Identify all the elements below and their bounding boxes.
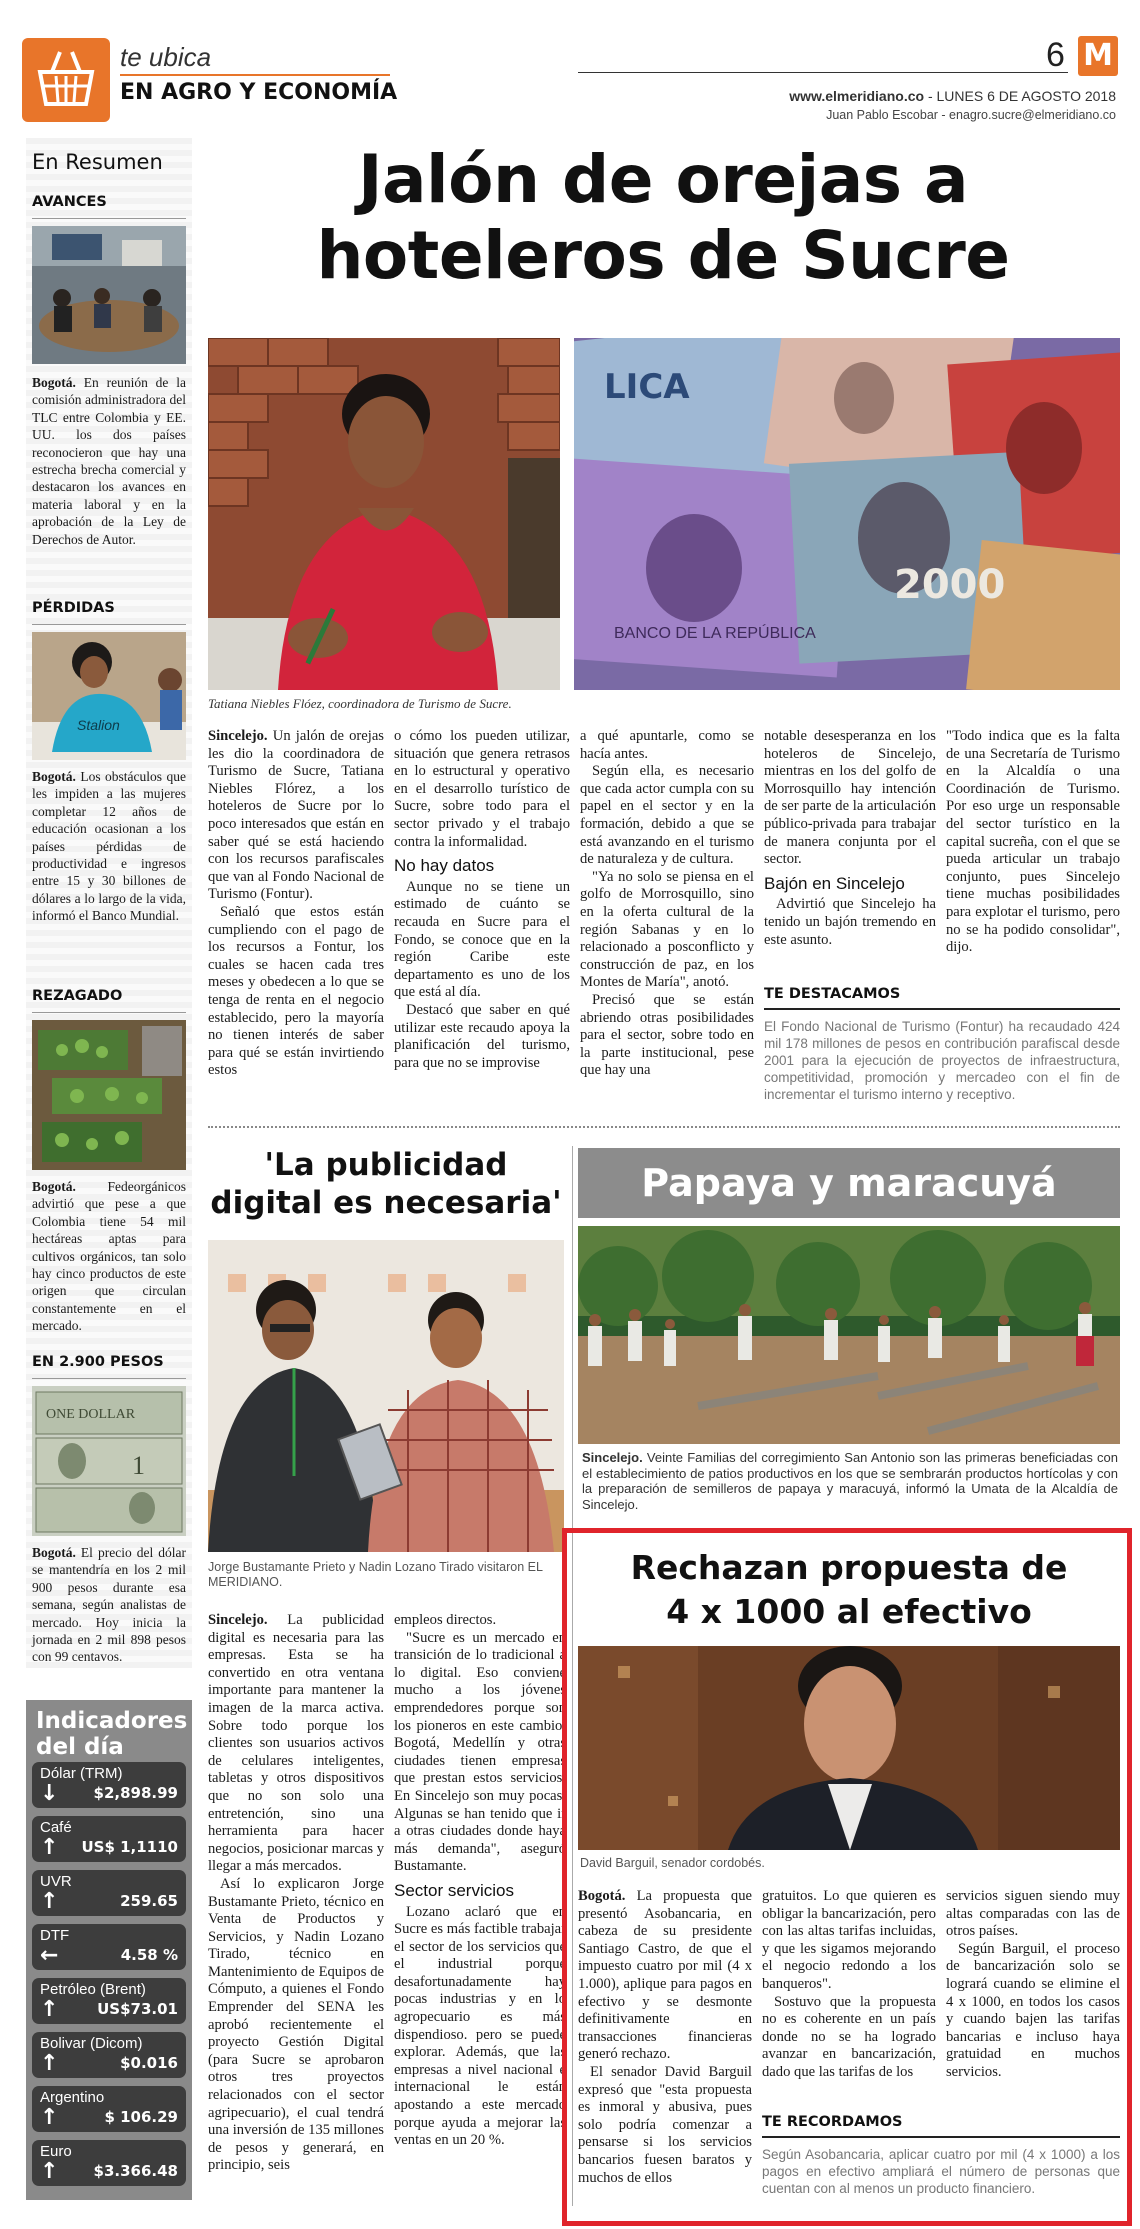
arrow-up-icon: ↑: [40, 2159, 59, 2184]
te-destacamos-heading: TE DESTACAMOS: [764, 986, 901, 1002]
dollar-bills-photo: [32, 1386, 186, 1536]
sidebar-heading-perdidas: PÉRDIDAS: [32, 600, 115, 616]
sidebar-text-perdidas: Bogotá. Los obstáculos que les impiden a las mujeres completar 12 años de educación ocasionan a los países pérdidas de productividad e ingresos entre 15 y 30 billones de dólares a lo largo de la vida, informó el Banco Mundial.: [32, 769, 186, 924]
basket-logo-icon: [22, 38, 110, 122]
sidebar-heading-rezagado: REZAGADO: [32, 988, 123, 1004]
arrow-up-icon: ↑: [40, 2105, 59, 2130]
main-story-col-4: notable desesperanza en los hoteleros de Sincelejo, mientras en los del golfo de Morrosquillo hay intención de ser parte de la articulación público-privada para trabajar de manera conjunta por el sector. Bajón en Sincelejo Advirtió que Sincelejo ha tenido un bajón tremendo en este asunto.: [764, 728, 936, 948]
te-recordamos-heading: TE RECORDAMOS: [762, 2114, 903, 2130]
page-header: [0, 0, 1140, 130]
banknotes-photo: [574, 338, 1120, 690]
senator-photo: [578, 1646, 1120, 1850]
indicator-dtf: DTF ← 4.58 %: [32, 1924, 186, 1970]
rechazan-col-3: servicios siguen siendo muy altas comparadas con las de otros países. Según Barguil, el proceso de bancarización solo se logrará cuando se elimine el 4 x 1000, en todos los casos y cuando bajen las tarifas bancarias e incluso haya gratuidad en muchos servicios.: [946, 1888, 1120, 2080]
te-destacamos-text: El Fondo Nacional de Turismo (Fontur) ha recaudado 424 mil 178 millones de pesos en contribución parafiscal desde 2001 para la ejecución de proyectos de infraestructura, competitividad, promoción y mercadeo con el fin de incrementar el turismo interno y receptivo.: [764, 1019, 1120, 1102]
svg-text:LICA: LICA: [604, 367, 690, 407]
dateline: [789, 88, 1116, 104]
entrepreneurs-photo: [208, 1240, 564, 1552]
subhead-bajon: Bajón en Sincelejo: [764, 873, 905, 893]
arrow-left-icon: ←: [40, 1943, 59, 1968]
farmers-field-photo: [578, 1226, 1120, 1444]
indicator-cafe: Café ↑ US$ 1,1110: [32, 1816, 186, 1862]
subhead-sector-servicios: Sector servicios: [394, 1880, 514, 1900]
section-separator: [208, 1126, 1120, 1128]
section-kicker: te ubica: [120, 42, 212, 72]
page-number: 6: [1046, 36, 1065, 74]
sidebar-text-rezagado: Bogotá. Fedeorgánicos advirtió que pese a que Colombia tiene 54 mil hectáreas aptas para cultivos orgánicos, tan solo hay cinco productos de este origen que circulan constantemente en el mercado.: [32, 1179, 186, 1334]
indicator-bolivar: Bolivar (Dicom) ↑ $0.016: [32, 2032, 186, 2078]
main-story-col-1: Sincelejo. Un jalón de orejas les dio la coordinadora de Turismo de Sucre, Tatiana Niebles Flórez, a los hoteleros de Sucre por lo poco interesados que están en saber qué se está haciendo con los recursos parafiscales que van al Fondo Nacional de Turismo (Fontur). Señaló que estos están cumpliendo con el pago de los recursos a Fontur, los cuales se hacen cada tres meses y obedecen a lo que se tenga de renta en el negocio establecido, pero la mayoría no tienen interés de saber para qué se están invirtiendo estos: [208, 728, 384, 1079]
rechazan-col-1: Bogotá. La propuesta que presentó Asobancaria, en cabeza de su presidente Santiago Castro, de que el impuesto cuatro por mil (4 x 1.000), aplique para pagos en efectivo y se desmonte definitivamente en transacciones financieras generó rechazo. El senador David Barguil expresó que "esta propuesta es inmoral y abusiva, pues solo podría comenzar a pensarse si los servicios bancarios fuesen baratos y muchos de ellos: [578, 1888, 752, 2186]
arrow-up-icon: ↑: [40, 2051, 59, 2076]
sidebar-heading-avances: AVANCES: [32, 194, 107, 210]
main-story-col-3: a qué apuntarle, como se hacía antes. Según ella, es necesario que cada actor cumpla con su papel en el sector y en la formación, debido a que se está avanzando en el turismo de naturaleza y de cultura. "Ya no solo se piensa en el golfo de Morrosquillo, sino en la oferta cultural de la región Sabanas y en lo relacionado a posconflicto y construcción de paz, en los Montes de María", anotó. Precisó que se están abriendo otras posibilidades para el sector, sobre todo en la parte institucional, pese que hay una: [580, 728, 754, 1079]
indicators-title: Indicadores del día: [36, 1708, 188, 1760]
publicidad-col-1: Sincelejo. La publicidad digital es necesaria para las empresas. Esta se ha convertido en otra ventana importante para mantener la imagen de la marca activa. Sobre todo porque los clientes son usuarios activos de celulares inteligentes, tabletas y otros dispositivos que no son solo una entretención, sino una herramienta para hacer negocios, posicionar marcas y llegar a más mercados. Así lo explicaron Jorge Bustamante Prieto, técnico en Venta de Productos y Servicios, y Nadin Lozano Tirado, técnico en Mantenimiento de Equipos de Cómputo, a quienes el Fondo Emprender del SENA les aprobó recientemente el proyecto Gestión Digital (para Sucre se aprobaron otros tres proyectos relacionados con el sector agripecuario), el cual tendrá una inversión de 135 millones de pesos y generará, en principio, seis: [208, 1612, 384, 2174]
indicator-uvr: UVR ↑ 259.65: [32, 1870, 186, 1916]
main-story-col-5: "Todo indica que es la falta de una Secretaría de Turismo en la Alcaldía o una Coordinación de Turismo. Por eso urge un responsable del sector turístico en la capital sucreña, con el que se pueda articular un trabajo conjunto, pues Sincelejo tiene muchas posibilidades para explotar el turismo, pero no se ha podido consolidar", dijo.: [946, 728, 1120, 956]
garden-photo: [32, 1020, 186, 1170]
te-recordamos-rule: [762, 2136, 1120, 2138]
te-destacamos-rule: [764, 1008, 1120, 1010]
papaya-caption: Sincelejo. Veinte Familias del corregimiento San Antonio son las primeras beneficiadas con el establecimiento de patios productivos en los que se sembrarán productos hortícolas y con la preparación de semilleros de papaya y maracuyá, informó la Umata de la Alcaldía de Sincelejo.: [582, 1450, 1118, 1512]
main-headline: Jalón de orejas a hoteleros de Sucre: [316, 141, 1010, 294]
indicators-panel: [26, 1700, 192, 2200]
te-recordamos-text: Según Asobancaria, aplicar cuatro por mil (4 x 1000) a los pagos en efectivo ampliará el número de personas que cuentan con al menos un producto financiero.: [762, 2147, 1120, 2196]
students-photo: [32, 632, 186, 760]
svg-text:ONE DOLLAR: ONE DOLLAR: [46, 1407, 136, 1422]
brand-logo: M: [1078, 36, 1118, 76]
indicator-argentino: Argentino ↑ $ 106.29: [32, 2086, 186, 2132]
papaya-headline: Papaya y maracuyá: [578, 1148, 1120, 1218]
publicidad-caption: Jorge Bustamante Prieto y Nadin Lozano Tirado visitaron EL MERIDIANO.: [208, 1560, 543, 1589]
header-rule: [578, 72, 1068, 73]
subhead-no-hay-datos: No hay datos: [394, 856, 495, 876]
rechazan-headline: Rechazan propuesta de 4 x 1000 al efectivo: [630, 1548, 1068, 1631]
publicidad-headline: 'La publicidad digital es necesaria': [210, 1147, 562, 1221]
section-divider: [120, 74, 390, 76]
rechazan-col-2: gratuitos. Lo que quieren es obligar la bancarización, pero con las altas tarifas incluidas, y que les sigamos mejorando el negocio redondo a los banqueros". Sostuvo que la propuesta no es coherente en un país donde no se ha logrado avanzar en bancarización, dado que las tarifas de los: [762, 1888, 936, 2080]
issue-date: - LUNES 6 DE AGOSTO 2018: [924, 88, 1116, 104]
sidebar-heading-dolar: EN 2.900 PESOS: [32, 1354, 164, 1370]
arrow-down-icon: ↓: [40, 1781, 59, 1806]
website-link[interactable]: www.elmeridiano.co: [789, 88, 925, 104]
indicator-petroleo: Petróleo (Brent) ↑ US$73.01: [32, 1978, 186, 2024]
svg-text:1: 1: [132, 1451, 145, 1480]
svg-text:BANCO DE LA REPÚBLICA: BANCO DE LA REPÚBLICA: [614, 625, 816, 642]
meeting-photo: [32, 226, 186, 364]
coordinator-photo: [208, 338, 560, 690]
section-title: EN AGRO Y ECONOMÍA: [120, 80, 398, 105]
arrow-up-icon: ↑: [40, 1997, 59, 2022]
sidebar-title: En Resumen: [32, 150, 163, 174]
indicator-dolar: Dólar (TRM) ↓ $2,898.99: [32, 1762, 186, 1808]
indicator-euro: Euro ↑ $3.366.48: [32, 2140, 186, 2186]
main-story-col-2: o cómo los pueden utilizar, situación que genera retrasos en lo estructural y operativo en el desarrollo turístico de Sucre, sobre todo para el sector privado y el trabajo contra la informalidad. No hay datos Aunque no se tiene un estimado de cuánto se recauda en Sucre para el Fondo, se conoce que en la región Caribe este departamento es uno de los que está al día. Destacó que saber en qué utilizar este recaudo apoya la planificación del turismo, para que no se improvise: [394, 728, 570, 1071]
publicidad-col-2: empleos directos. "Sucre es un mercado en transición de lo tradicional a lo digital. Eso conviene mucho a los jóvenes emprendedores porque son los pioneros en este cambio. Bogotá, Medellín y otras ciudades tienen empresas que prestan estos servicios. En Sincelejo son muy pocas. Algunas se han tenido que ir a otras ciudades donde haya más demanda", aseguró Bustamante. Sector servicios Lozano aclaró que en Sucre es más factible trabajar el sector de los servicios que el industrial porque desafortunadamente hay pocas industrias y en lo agropecuario es más dispendioso. pero se puede explorar. Además, que las empresas a nivel nacional e internacional le están apostando a este mercado porque ayuda a mejorar las ventas en un 20 %.: [394, 1612, 566, 2149]
arrow-up-icon: ↑: [40, 1835, 59, 1860]
senator-caption: David Barguil, senador cordobés.: [580, 1856, 765, 1870]
byline: Juan Pablo Escobar - enagro.sucre@elmeridiano.co: [826, 108, 1116, 122]
sidebar-text-dolar: Bogotá. El precio del dólar se mantendría en los 2 mil 900 pesos durante esa semana, según analistas de mercado. Hoy inicia la jornada en 2 mil 898 pesos con 99 centavos.: [32, 1545, 186, 1665]
sidebar-text-avances: Bogotá. En reunión de la comisión administradora del TLC entre Colombia y EE. UU. los dos países reconocieron que hay una estrecha brecha comercial y destacaron los avances en materia laboral y en la aprobación de la Ley de Derechos de Autor.: [32, 375, 186, 547]
svg-text:2000: 2000: [894, 562, 1006, 608]
arrow-up-icon: ↑: [40, 1889, 59, 1914]
main-photo-caption: Tatiana Niebles Flóez, coordinadora de Turismo de Sucre.: [208, 696, 512, 711]
svg-text:Stalion: Stalion: [77, 717, 120, 733]
